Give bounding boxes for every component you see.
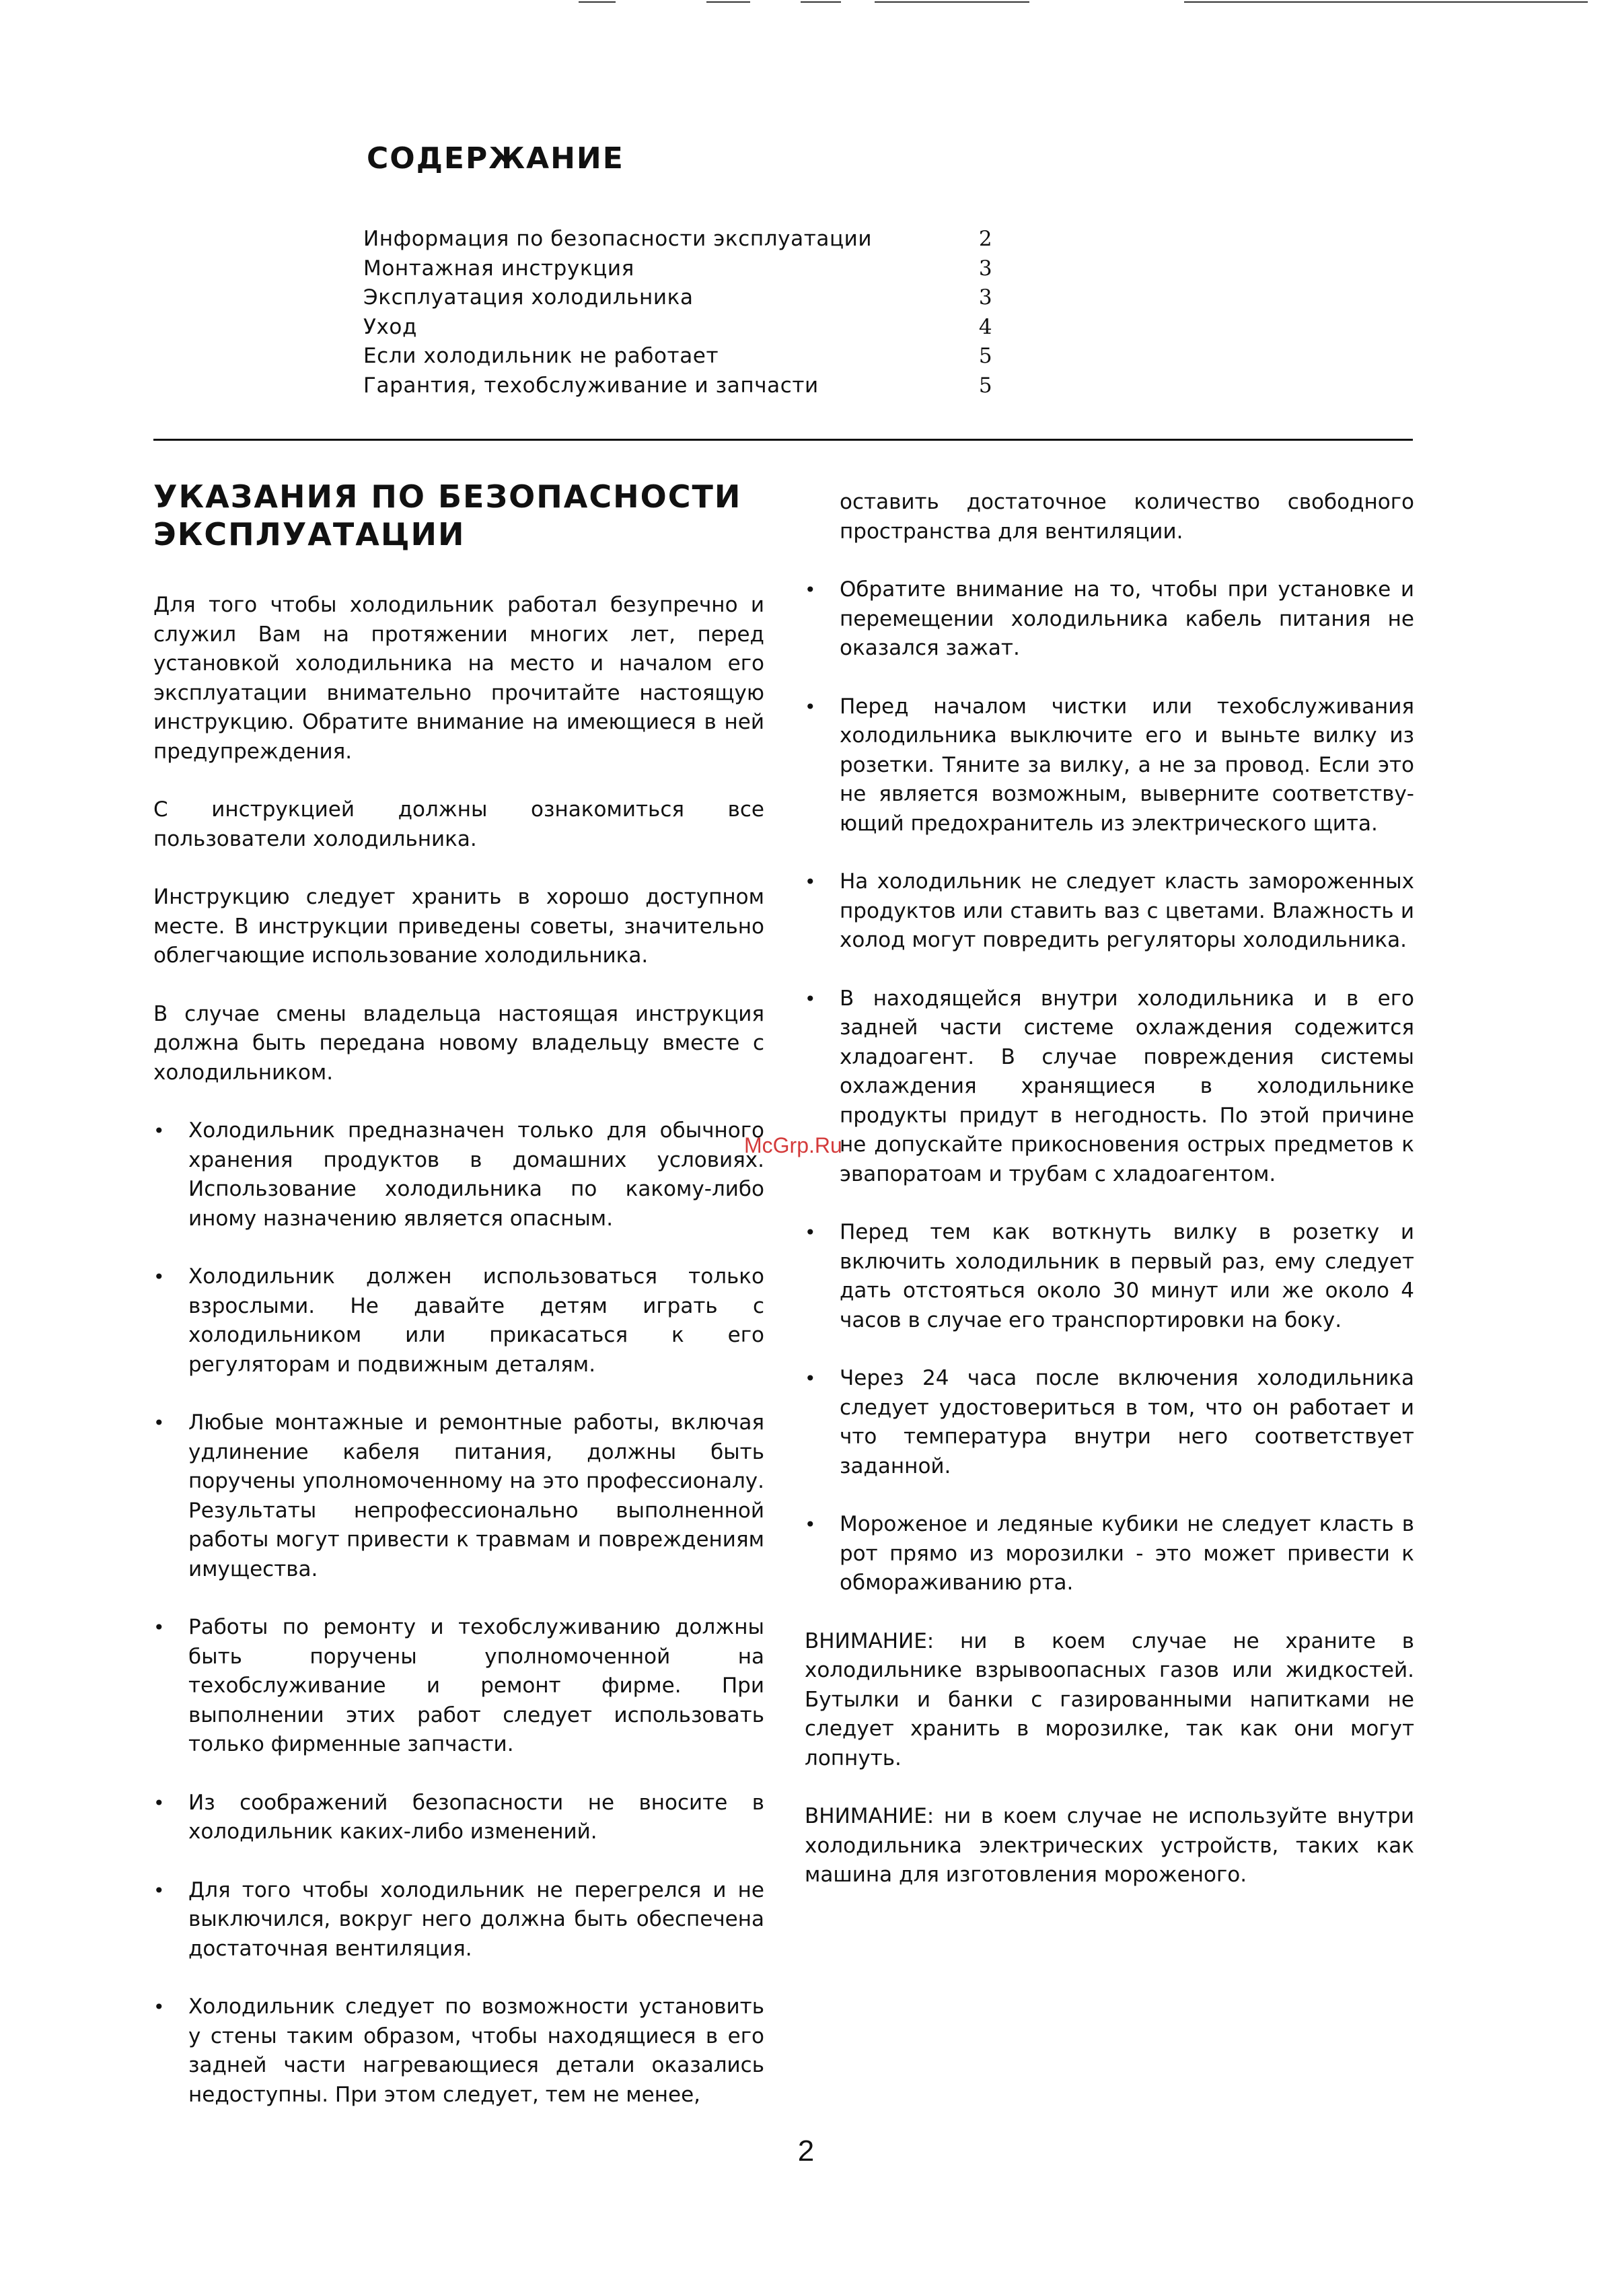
warning-paragraph: ВНИМАНИЕ: ни в коем случае не храните в холодильнике взрывоопасных газов или жидкостей. Бутылки и банки с газированными напитками не следует хранить в морозилке, так как они могут лопнуть. [805, 1628, 1414, 1770]
toc-entry-label: Если холодильник не работает [363, 344, 719, 369]
toc-entry [363, 225, 996, 254]
toc-entry-page: 5 [978, 344, 993, 369]
list-item: • Работы по ремонту и техобслуживанию должны быть поручены уполномоченной на техобслуживание и ремонт фирме. При выполнении этих работ следует использовать только фирменные запчасти. [153, 1613, 764, 1760]
page-number: 2 [797, 2134, 815, 2167]
list-item: • Холодильник следует по возможности установить у стены таким образом, чтобы находящиеся в его задней части нагревающиеся детали оказались недоступны. При этом следует, тем не менее, [153, 1993, 764, 2110]
section-divider [153, 439, 1413, 441]
toc-entry-page: 5 [978, 373, 993, 398]
toc-entry-label: Монтажная инструкция [363, 256, 634, 281]
intro-paragraph: Инструкцию следует хранить в хорошо доступном месте. В инструкции приведены советы, значительно облегчающие использование холодильника. [153, 885, 764, 968]
list-item: • В находящейся внутри холодильника и в его задней части системе охлаждения содежится хладоагент. В случае повреждения системы охлаждения хранящиеся в холодильнике продукты придут в негодность. По этой причине не допускайте прикосновения острых предметов к эвапоратоам и трубам с хладоагентом. [805, 984, 1414, 1190]
toc-entry-page: 3 [978, 285, 993, 310]
list-item: • На холодильник не следует класть замороженных продуктов или ставить ваз с цветами. Влажность и холод могут повредить регуляторы холодильника. [805, 867, 1414, 956]
list-item: • Обратите внимание на то, чтобы при установке и перемещении холодильника кабель питания не оказался зажат. [805, 575, 1414, 663]
intro-paragraph: Для того чтобы холодильник работал безупречно и служил Вам на протяжении многих лет, перед установкой холодильника на место и началом его эксплуатации внимательно прочитайте настоящую инструкцию. Обратите внимание на имеющиеся в ней предупреждения. [153, 593, 764, 764]
list-item: • Холодильник предназначен только для обычного хранения продуктов в домашних условиях. Использование холодильника по какому-либо иному назначению является опасным. [153, 1116, 764, 1233]
safety-list-right [805, 575, 1414, 1598]
continuation-text: оставить достаточное количество свободного пространства для вентиляции. [840, 490, 1414, 544]
table-of-contents [363, 225, 996, 401]
list-item: • Перед тем как воткнуть вилку в розетку и включить холодильник в первый раз, ему следует дать отстояться около 30 минут или же около 4 часов в случае его транспортировки на боку. [805, 1218, 1414, 1335]
toc-title: СОДЕРЖАНИЕ [367, 141, 624, 176]
toc-entry [363, 313, 996, 343]
toc-entry [363, 371, 996, 401]
safety-list-left [153, 1116, 764, 2110]
toc-entry [363, 283, 996, 313]
list-item: • Перед началом чистки или техобслуживания холодильника выключите его и выньте вилку из розетки. Тяните за вилку, а не за провод. Если это не является возможным, выверните соответству-ющий предохранитель из электрического щита. [805, 692, 1414, 839]
list-item: • Любые монтажные и ремонтные работы, включая удлинение кабеля питания, должны быть поручены уполномоченному на это профессионалу. Результаты непрофессионально выполненной работы могут привести к травмам и повреждениям имущества. [153, 1408, 764, 1584]
list-item: • Мороженое и ледяные кубики не следует класть в рот прямо из морозилки - это может привести к обмораживанию рта. [805, 1510, 1414, 1598]
toc-entry-label: Эксплуатация холодильника [363, 285, 694, 310]
toc-entry-page: 2 [978, 227, 993, 251]
intro-paragraph: С инструкцией должны ознакомиться все пользователи холодильника. [153, 797, 764, 851]
list-item: • Холодильник должен использоваться только взрослыми. Не давайте детям играть с холодильником или прикасаться к его регуляторам и подвижным деталям. [153, 1262, 764, 1379]
list-item: • Из соображений безопасности не вносите в холодильник каких-либо изменений. [153, 1789, 764, 1847]
toc-entry-page: 4 [978, 314, 993, 339]
toc-entry-label: Гарантия, техобслуживание и запчасти [363, 373, 819, 398]
list-item: • Через 24 часа после включения холодильника следует удостовериться в том, что он работает и что температура внутри него соответствует заданной. [805, 1364, 1414, 1481]
toc-entry-label: Информация по безопасности эксплуатации [363, 227, 873, 251]
toc-entry [363, 254, 996, 284]
right-column [805, 488, 1414, 1919]
toc-entry [363, 342, 996, 371]
top-scan-marks [0, 0, 1612, 8]
intro-paragraph: В случае смены владельца настоящая инструкция должна быть передана новому владельцу вместе с холодильником. [153, 1001, 764, 1085]
left-column [153, 478, 764, 2139]
toc-entry-page: 3 [978, 256, 993, 281]
watermark: McGrp.Ru [744, 1133, 842, 1157]
safety-section-title: УКАЗАНИЯ ПО БЕЗОПАСНОСТИ ЭКСПЛУАТАЦИИ [153, 478, 742, 552]
toc-entry-label: Уход [363, 314, 418, 339]
list-item: • Для того чтобы холодильник не перегрелся и не выключился, вокруг него должна быть обеспечена достаточная вентиляция. [153, 1876, 764, 1964]
warning-paragraph: ВНИМАНИЕ: ни в коем случае не используйте внутри холодильника электрических устройств, таких как машина для изготовления мороженого. [805, 1804, 1414, 1887]
